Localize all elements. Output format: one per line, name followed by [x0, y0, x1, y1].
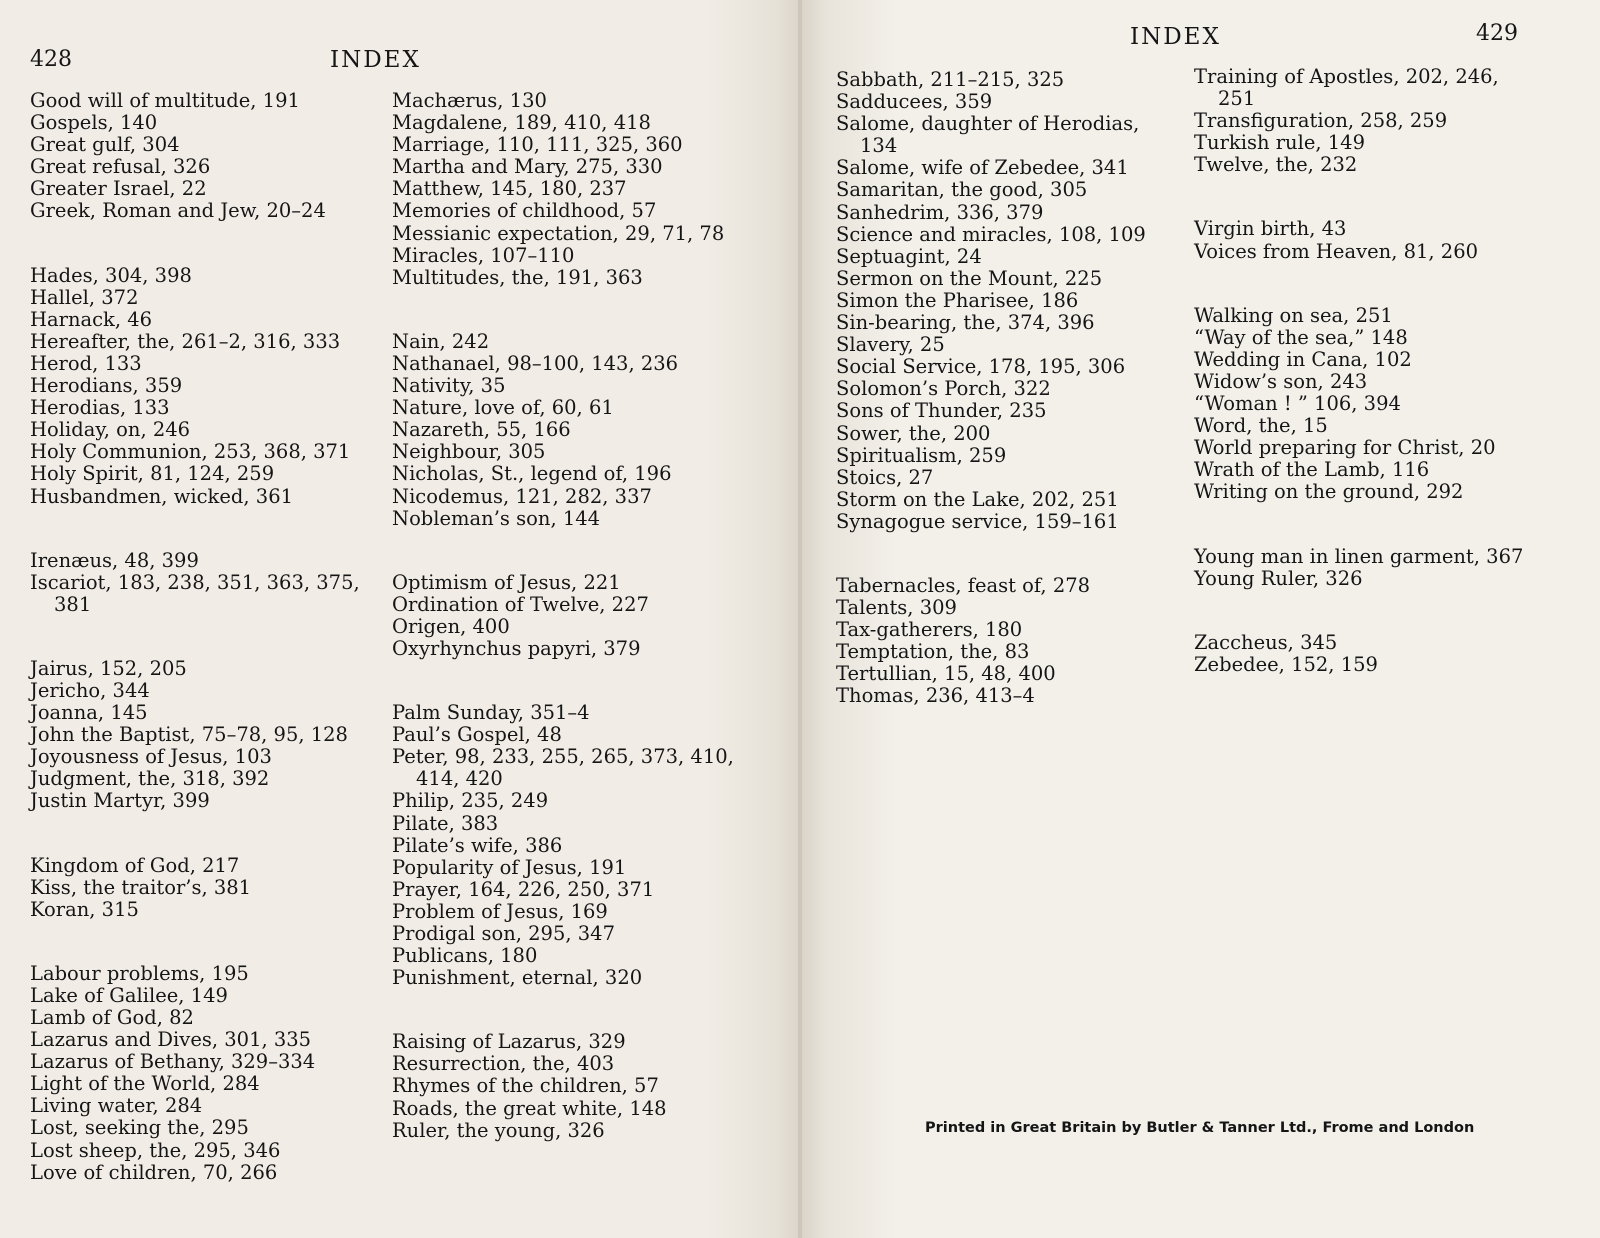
- index-entry-continuation: 251: [1218, 87, 1256, 111]
- index-entry-text: Slavery, 25: [836, 333, 945, 357]
- index-entry: [30, 790, 360, 812]
- index-entry-text: Pilate, 383: [392, 811, 499, 835]
- index-entry: [392, 923, 734, 945]
- index-entry: [30, 309, 360, 331]
- index-entry: [30, 985, 360, 1007]
- letter-group-gap: [30, 616, 360, 658]
- index-entry: [1194, 654, 1523, 676]
- index-entry-text: Lazarus of Bethany, 329–334: [30, 1050, 316, 1074]
- index-entry-text: Nobleman’s son, 144: [392, 506, 601, 530]
- index-entry: [392, 508, 734, 530]
- index-entry: [392, 486, 734, 508]
- index-entry-text: Machærus, 130: [392, 89, 547, 112]
- index-entry: [30, 397, 360, 419]
- index-entry-text: Talents, 309: [836, 596, 957, 620]
- index-entry: [392, 879, 734, 901]
- index-entry: [30, 353, 360, 375]
- index-entry: [1194, 66, 1523, 110]
- index-entry-text: Marriage, 110, 111, 325, 360: [392, 133, 683, 157]
- index-entry-text: Virgin birth, 43: [1194, 217, 1347, 241]
- index-entry-text: Holy Spirit, 81, 124, 259: [30, 462, 275, 486]
- index-entry-text: Septuagint, 24: [836, 244, 982, 268]
- index-entry: [836, 246, 1146, 268]
- index-entry: [1194, 241, 1523, 263]
- index-entry-text: Ruler, the young, 326: [392, 1118, 605, 1142]
- index-entry: [392, 441, 734, 463]
- letter-group-gap: [392, 289, 734, 331]
- index-entry: [30, 178, 360, 200]
- index-entry-text: Voices from Heaven, 81, 260: [1194, 239, 1479, 263]
- index-entry-text: Thomas, 236, 413–4: [836, 684, 1035, 708]
- index-entry: [392, 746, 734, 790]
- index-entry: [30, 702, 360, 724]
- index-entry: [392, 1053, 734, 1075]
- index-entry-text: Nathanael, 98–100, 143, 236: [392, 351, 679, 375]
- index-entry: [392, 638, 734, 660]
- index-entry: [836, 575, 1146, 597]
- index-entry: [836, 356, 1146, 378]
- index-entry-text: Multitudes, the, 191, 363: [392, 265, 643, 289]
- index-entry: [30, 658, 360, 680]
- index-entry-text: Oxyrhynchus papyri, 379: [392, 636, 641, 660]
- letter-group-gap: [1194, 590, 1523, 632]
- index-entry-text: Light of the World, 284: [30, 1072, 260, 1096]
- index-entry: [30, 419, 360, 441]
- page-number: 428: [30, 47, 72, 72]
- index-entry: [392, 419, 734, 441]
- index-entry-text: Koran, 315: [30, 897, 139, 921]
- index-entry: [30, 200, 360, 222]
- index-entry-text: Transfiguration, 258, 259: [1194, 109, 1448, 133]
- index-entry: [1194, 415, 1523, 437]
- letter-group-gap: [1194, 504, 1523, 546]
- index-entry-text: Popularity of Jesus, 191: [392, 855, 627, 879]
- index-entry: [392, 90, 734, 112]
- index-entry: [30, 134, 360, 156]
- index-entry: [836, 641, 1146, 663]
- index-entry: [392, 178, 734, 200]
- index-entry: [836, 179, 1146, 201]
- index-entry: [30, 1073, 360, 1095]
- index-entry-text: Sanhedrim, 336, 379: [836, 200, 1044, 224]
- index-entry: [30, 572, 360, 616]
- index-entry: [392, 397, 734, 419]
- index-entry: [836, 423, 1146, 445]
- index-entry-text: Jericho, 344: [30, 678, 150, 702]
- index-entry-text: Love of children, 70, 266: [30, 1160, 278, 1184]
- index-entry: [392, 375, 734, 397]
- index-entry: [30, 746, 360, 768]
- index-entry-text: Living water, 284: [30, 1094, 203, 1118]
- index-entry-text: Sermon on the Mount, 225: [836, 266, 1103, 290]
- index-entry-text: Peter, 98, 233, 255, 265, 373, 410,: [392, 745, 734, 769]
- index-entry-text: “Way of the sea,” 148: [1194, 325, 1408, 349]
- index-entry-text: Herodias, 133: [30, 396, 170, 420]
- index-entry: [392, 245, 734, 267]
- index-entry-text: Magdalene, 189, 410, 418: [392, 111, 651, 135]
- index-entry-text: Training of Apostles, 202, 246,: [1194, 65, 1499, 88]
- index-entry-text: Greek, Roman and Jew, 20–24: [30, 199, 326, 223]
- index-entry: [836, 511, 1146, 533]
- index-entry-text: Herodians, 359: [30, 374, 183, 398]
- index-entry: [836, 378, 1146, 400]
- index-entry-text: Sower, the, 200: [836, 421, 991, 445]
- index-entry-text: Sin-bearing, the, 374, 396: [836, 311, 1095, 335]
- index-entry-text: Punishment, eternal, 320: [392, 966, 643, 990]
- index-entry-text: Good will of multitude, 191: [30, 89, 300, 112]
- letter-group-gap: [836, 533, 1146, 575]
- index-entry: [392, 702, 734, 724]
- index-entry-text: Great refusal, 326: [30, 155, 211, 179]
- index-entry: [1194, 349, 1523, 371]
- index-entry-text: Martha and Mary, 275, 330: [392, 155, 663, 179]
- letter-group-gap: [392, 660, 734, 702]
- index-entry-text: Neighbour, 305: [392, 440, 546, 464]
- index-entry-text: Spiritualism, 259: [836, 443, 1007, 467]
- index-entry: [30, 550, 360, 572]
- index-entry-text: Storm on the Lake, 202, 251: [836, 487, 1119, 511]
- index-entry-text: Iscariot, 183, 238, 351, 363, 375,: [30, 570, 360, 594]
- index-entry-text: Young Ruler, 326: [1194, 566, 1363, 590]
- index-entry: [392, 594, 734, 616]
- index-entry: [392, 1075, 734, 1097]
- index-entry-text: Hallel, 372: [30, 285, 139, 309]
- index-entry: [30, 1029, 360, 1051]
- page-number: 429: [1476, 21, 1518, 46]
- index-entry: [836, 113, 1146, 157]
- index-entry: [30, 1095, 360, 1117]
- right-page: [802, 0, 1600, 1238]
- index-entry-text: Judgment, the, 318, 392: [30, 767, 270, 791]
- index-entry-text: Nazareth, 55, 166: [392, 418, 571, 442]
- index-entry-text: Stoics, 27: [836, 465, 934, 489]
- index-entry-text: Raising of Lazarus, 329: [392, 1030, 626, 1054]
- index-entry-text: Zebedee, 152, 159: [1194, 652, 1378, 676]
- index-entry-text: Nicholas, St., legend of, 196: [392, 462, 672, 486]
- index-entry-text: Paul’s Gospel, 48: [392, 723, 562, 747]
- index-entry: [1194, 371, 1523, 393]
- letter-group-gap: [392, 530, 734, 572]
- index-entry: [392, 1120, 734, 1142]
- index-entry-text: Lamb of God, 82: [30, 1006, 194, 1029]
- index-entry: [392, 790, 734, 812]
- index-entry-text: Gospels, 140: [30, 111, 158, 135]
- index-entry-text: Memories of childhood, 57: [392, 199, 657, 223]
- index-entry: [392, 112, 734, 134]
- index-entry-continuation: 381: [54, 592, 92, 616]
- index-entry-text: Zaccheus, 345: [1194, 630, 1338, 654]
- index-entry-text: John the Baptist, 75–78, 95, 128: [30, 723, 348, 747]
- index-entry: [392, 967, 734, 989]
- index-entry: [30, 1140, 360, 1162]
- index-entry-continuation: 134: [860, 134, 898, 158]
- index-entry: [836, 202, 1146, 224]
- index-entry-text: Joyousness of Jesus, 103: [30, 745, 272, 769]
- index-entry-text: Harnack, 46: [30, 307, 153, 331]
- running-header: INDEX: [1130, 24, 1221, 50]
- index-entry-text: Ordination of Twelve, 227: [392, 592, 649, 616]
- index-entry: [30, 877, 360, 899]
- index-entry: [1194, 305, 1523, 327]
- index-entry: [836, 224, 1146, 246]
- index-entry: [392, 331, 734, 353]
- index-entry-text: Lost sheep, the, 295, 346: [30, 1138, 281, 1162]
- index-entry: [1194, 568, 1523, 590]
- index-entry-text: Tax-gatherers, 180: [836, 618, 1023, 642]
- index-entry-text: Justin Martyr, 399: [30, 789, 210, 813]
- letter-group-gap: [30, 921, 360, 963]
- index-entry: [1194, 132, 1523, 154]
- running-header: INDEX: [330, 47, 421, 73]
- index-entry: [1194, 110, 1523, 132]
- index-entry: [30, 1117, 360, 1139]
- index-entry-text: Word, the, 15: [1194, 414, 1328, 438]
- index-entry-text: Palm Sunday, 351–4: [392, 701, 590, 725]
- index-entry-text: Optimism of Jesus, 221: [392, 570, 621, 594]
- index-entry: [30, 855, 360, 877]
- index-entry-text: Writing on the ground, 292: [1194, 480, 1464, 504]
- index-entry-text: Greater Israel, 22: [30, 177, 207, 201]
- index-entry-text: Philip, 235, 249: [392, 789, 549, 813]
- index-entry-text: Matthew, 145, 180, 237: [392, 177, 627, 201]
- index-entry: [836, 290, 1146, 312]
- index-entry: [836, 69, 1146, 91]
- index-entry: [1194, 481, 1523, 503]
- index-entry: [836, 685, 1146, 707]
- index-entry: [836, 445, 1146, 467]
- index-entry-text: Miracles, 107–110: [392, 243, 575, 267]
- index-entry-text: Publicans, 180: [392, 944, 538, 968]
- index-entry: [30, 486, 360, 508]
- index-entry: [30, 463, 360, 485]
- index-entry-text: Holy Communion, 253, 368, 371: [30, 440, 351, 464]
- index-entry: [392, 1098, 734, 1120]
- index-entry-text: Nicodemus, 121, 282, 337: [392, 484, 652, 508]
- index-entry-text: World preparing for Christ, 20: [1194, 436, 1496, 460]
- index-entry: [30, 156, 360, 178]
- index-entry-text: Social Service, 178, 195, 306: [836, 355, 1126, 379]
- index-entry: [392, 945, 734, 967]
- index-entry: [1194, 546, 1523, 568]
- index-entry: [392, 463, 734, 485]
- index-entry: [392, 200, 734, 222]
- index-entry-text: Twelve, the, 232: [1194, 153, 1358, 177]
- index-entry-text: Joanna, 145: [30, 701, 148, 725]
- index-entry: [30, 331, 360, 353]
- index-entry-text: Holiday, on, 246: [30, 418, 191, 442]
- index-entry: [30, 680, 360, 702]
- index-entry: [392, 134, 734, 156]
- index-entry: [392, 267, 734, 289]
- index-entry-text: Salome, wife of Zebedee, 341: [836, 156, 1129, 180]
- index-entry-text: Herod, 133: [30, 351, 142, 375]
- index-entry: [392, 813, 734, 835]
- index-column: [836, 69, 1146, 708]
- index-entry-text: Husbandmen, wicked, 361: [30, 484, 294, 508]
- index-entry-text: Samaritan, the good, 305: [836, 178, 1088, 202]
- index-entry-text: Prayer, 164, 226, 250, 371: [392, 877, 655, 901]
- index-entry-text: Hereafter, the, 261–2, 316, 333: [30, 329, 341, 353]
- index-entry-text: Irenæus, 48, 399: [30, 548, 199, 572]
- index-entry-text: Pilate’s wife, 386: [392, 833, 563, 857]
- index-entry: [392, 572, 734, 594]
- index-entry-text: Rhymes of the children, 57: [392, 1074, 659, 1098]
- index-entry-text: Salome, daughter of Herodias,: [836, 112, 1140, 136]
- index-entry: [392, 156, 734, 178]
- index-entry: [836, 334, 1146, 356]
- index-entry: [1194, 437, 1523, 459]
- index-entry-text: Simon the Pharisee, 186: [836, 288, 1079, 312]
- letter-group-gap: [30, 223, 360, 265]
- index-entry: [836, 312, 1146, 334]
- index-entry-text: Sons of Thunder, 235: [836, 399, 1047, 423]
- index-entry: [1194, 393, 1523, 415]
- index-entry-text: Prodigal son, 295, 347: [392, 922, 615, 945]
- index-entry: [1194, 154, 1523, 176]
- index-entry: [1194, 327, 1523, 349]
- printer-imprint: Printed in Great Britain by Butler & Tanner Ltd., Frome and London: [925, 1120, 1475, 1136]
- index-entry: [30, 287, 360, 309]
- index-entry: [836, 619, 1146, 641]
- index-entry-text: Walking on sea, 251: [1194, 303, 1393, 327]
- index-entry-text: Sadducees, 359: [836, 90, 993, 114]
- index-entry: [30, 963, 360, 985]
- letter-group-gap: [30, 813, 360, 855]
- index-entry-text: Problem of Jesus, 169: [392, 899, 608, 923]
- index-entry: [836, 400, 1146, 422]
- index-entry-text: Temptation, the, 83: [836, 640, 1030, 664]
- index-entry-text: Lazarus and Dives, 301, 335: [30, 1028, 312, 1052]
- index-entry-text: Roads, the great white, 148: [392, 1096, 667, 1120]
- index-entry: [1194, 459, 1523, 481]
- index-entry-text: Sabbath, 211–215, 325: [836, 68, 1065, 91]
- index-entry-text: Great gulf, 304: [30, 133, 180, 157]
- index-entry-text: Wrath of the Lamb, 116: [1194, 458, 1430, 482]
- index-entry: [836, 467, 1146, 489]
- index-entry: [30, 1162, 360, 1184]
- index-entry: [30, 768, 360, 790]
- index-entry: [30, 1051, 360, 1073]
- letter-group-gap: [30, 508, 360, 550]
- index-entry: [836, 157, 1146, 179]
- index-entry-text: Resurrection, the, 403: [392, 1052, 615, 1076]
- index-entry: [392, 901, 734, 923]
- letter-group-gap: [1194, 176, 1523, 218]
- index-entry: [1194, 218, 1523, 240]
- index-entry: [392, 835, 734, 857]
- index-entry: [392, 724, 734, 746]
- index-entry: [392, 1031, 734, 1053]
- index-entry-text: Lost, seeking the, 295: [30, 1116, 249, 1140]
- index-entry: [30, 724, 360, 746]
- index-entry: [836, 663, 1146, 685]
- index-entry-text: Young man in linen garment, 367: [1194, 544, 1524, 568]
- index-entry: [30, 265, 360, 287]
- index-entry-text: Lake of Galilee, 149: [30, 983, 228, 1007]
- index-entry: [30, 899, 360, 921]
- index-entry-text: Widow’s son, 243: [1194, 369, 1368, 393]
- index-entry: [30, 1007, 360, 1029]
- index-entry-text: Hades, 304, 398: [30, 263, 192, 287]
- index-entry: [30, 112, 360, 134]
- index-entry-text: Nain, 242: [392, 329, 490, 353]
- index-entry-text: Nativity, 35: [392, 374, 506, 398]
- index-entry: [836, 268, 1146, 290]
- index-entry: [392, 857, 734, 879]
- index-entry: [836, 489, 1146, 511]
- index-entry-text: Kiss, the traitor’s, 381: [30, 875, 252, 899]
- index-entry: [30, 375, 360, 397]
- index-entry-text: Origen, 400: [392, 614, 510, 638]
- index-entry: [836, 597, 1146, 619]
- index-entry: [392, 616, 734, 638]
- index-entry-text: Labour problems, 195: [30, 961, 249, 985]
- index-entry: [30, 441, 360, 463]
- index-entry-text: Nature, love of, 60, 61: [392, 396, 614, 420]
- index-entry-continuation: 414, 420: [416, 767, 503, 791]
- index-entry-text: Kingdom of God, 217: [30, 853, 240, 877]
- index-column: [392, 90, 734, 1142]
- index-entry-text: Turkish rule, 149: [1194, 131, 1365, 155]
- index-column: [1194, 66, 1523, 676]
- letter-group-gap: [392, 989, 734, 1031]
- index-entry: [30, 90, 360, 112]
- index-entry-text: Synagogue service, 159–161: [836, 509, 1119, 533]
- letter-group-gap: [1194, 263, 1523, 305]
- index-entry-text: Tabernacles, feast of, 278: [836, 573, 1091, 597]
- index-entry-text: Wedding in Cana, 102: [1194, 347, 1412, 371]
- index-entry-text: Solomon’s Porch, 322: [836, 377, 1051, 401]
- index-entry-text: Tertullian, 15, 48, 400: [836, 662, 1056, 686]
- index-entry: [392, 353, 734, 375]
- index-column: [30, 90, 360, 1184]
- index-entry-text: “Woman ! ” 106, 394: [1194, 392, 1401, 416]
- index-entry: [836, 91, 1146, 113]
- index-entry-text: Messianic expectation, 29, 71, 78: [392, 221, 725, 245]
- index-entry-text: Jairus, 152, 205: [30, 656, 187, 680]
- index-entry: [392, 223, 734, 245]
- index-entry: [1194, 632, 1523, 654]
- index-entry-text: Science and miracles, 108, 109: [836, 222, 1146, 246]
